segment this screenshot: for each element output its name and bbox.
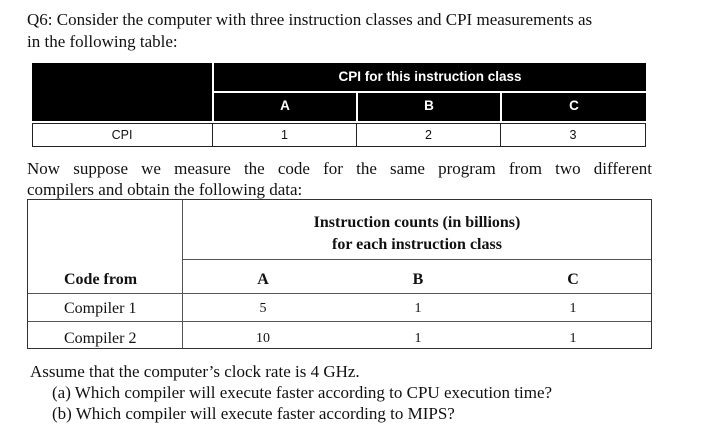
compiler1-label: Compiler 1 [64, 300, 137, 317]
count-header-line1: Instruction counts (in billions) [313, 214, 521, 231]
cpi-value-a: 1 [281, 128, 288, 142]
cpi-class-c: C [569, 98, 579, 113]
compiler1-value-c: 1 [569, 301, 577, 316]
header-separator [214, 91, 646, 93]
count-class-b: B [412, 271, 424, 288]
count-class-c: C [567, 271, 579, 288]
instruction-count-table [27, 199, 652, 349]
cpi-row-label: CPI [111, 128, 133, 142]
compiler1-value-b: 1 [414, 301, 422, 316]
row-border [32, 123, 646, 124]
middle-text-line2: compilers and obtain the following data: [27, 180, 303, 199]
compiler2-value-b: 1 [414, 331, 422, 346]
clock-rate-text: Assume that the computer’s clock rate is 4 GHz. [30, 362, 360, 381]
count-class-a: A [257, 271, 269, 288]
question-a: (a) Which compiler will execute faster according to CPU execution time? [52, 383, 553, 402]
middle-text-line1: Now suppose we measure the code for the same program from two different [27, 159, 652, 178]
cpi-table [32, 63, 646, 147]
row-border [183, 259, 651, 260]
row-border [645, 123, 646, 147]
code-from-label: Code from [64, 271, 138, 288]
question-title-line1: Q6: Consider the computer with three instruction classes and CPI measurements as [27, 10, 593, 29]
compiler1-value-a: 5 [259, 301, 267, 316]
cpi-value-b: 2 [425, 128, 432, 142]
compiler2-value-a: 10 [256, 331, 270, 346]
question-title-line2: in the following table: [27, 32, 178, 51]
row-border [28, 321, 651, 322]
cpi-class-a: A [280, 98, 290, 113]
question-b: (b) Which compiler will execute faster according to MIPS? [52, 404, 455, 423]
cpi-value-c: 3 [569, 128, 577, 142]
row-border [28, 293, 651, 294]
compiler2-value-c: 1 [569, 331, 577, 346]
cpi-table-header: CPI for this instruction class [338, 69, 522, 84]
compiler2-label: Compiler 2 [64, 330, 137, 347]
row-border [32, 146, 646, 147]
count-header-line2: for each instruction class [332, 236, 502, 253]
cpi-class-b: B [424, 98, 434, 113]
